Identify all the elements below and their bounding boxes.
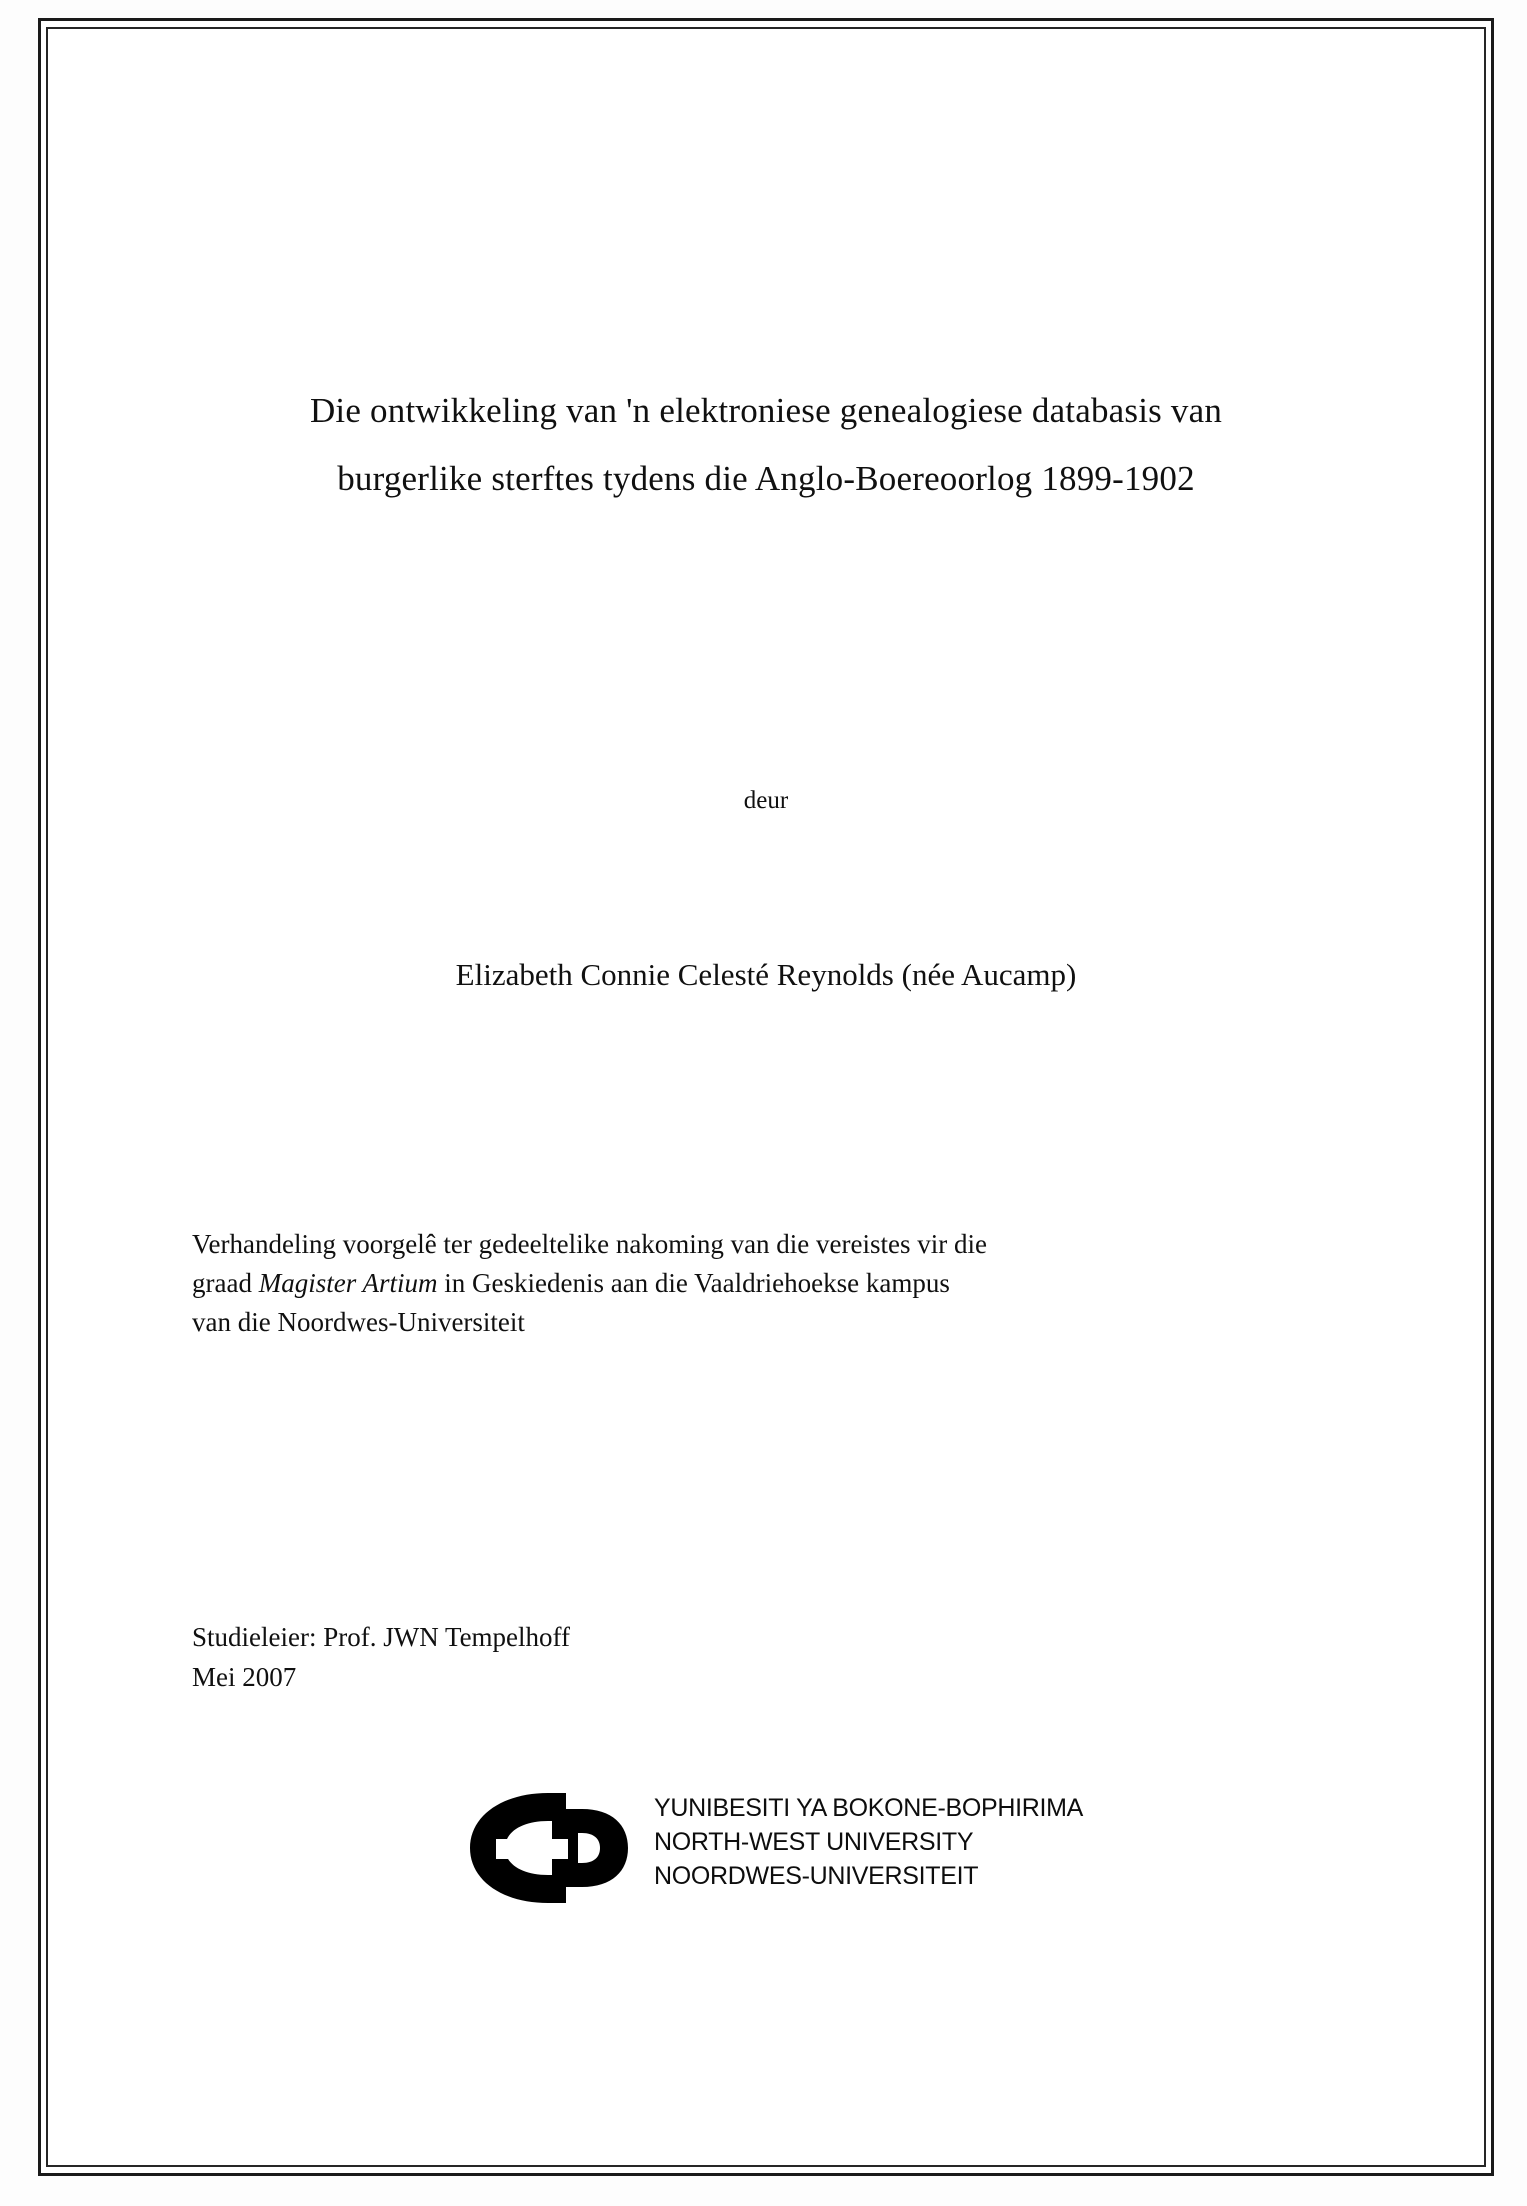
- author-name: Elizabeth Connie Celesté Reynolds (née Aucamp): [455, 957, 1077, 992]
- logo-text-line-3: NOORDWES-UNIVERSITEIT: [654, 1862, 979, 1890]
- author-by-label: deur: [743, 787, 789, 814]
- title-line-2: burgerlike sterftes tydens die Anglo-Boereoorlog 1899-1902: [337, 459, 1195, 498]
- degree-statement-line-1: Verhandeling voorgelê ter gedeeltelike nakoming van die vereistes vir die: [192, 1229, 987, 1259]
- title-line-1: Die ontwikkeling van 'n elektroniese genealogiese databasis van: [309, 391, 1223, 430]
- supervisor-block: [192, 1617, 1092, 1697]
- date-line: Mei 2007: [192, 1662, 297, 1692]
- degree-name-italic: Magister Artium: [258, 1268, 438, 1298]
- university-logo-block: [456, 1787, 1156, 1917]
- logo-text-line-1: YUNIBESITI YA BOKONE-BOPHIRIMA: [654, 1794, 1084, 1822]
- north-west-university-logo-icon: [456, 1787, 646, 1909]
- logo-text-line-2: NORTH-WEST UNIVERSITY: [654, 1828, 974, 1856]
- title-page-content: [186, 27, 1346, 2167]
- degree-statement-line-3: van die Noordwes-Universiteit: [192, 1307, 525, 1337]
- degree-statement: [192, 1225, 1340, 1342]
- supervisor-line: Studieleier: Prof. JWN Tempelhoff: [192, 1622, 571, 1652]
- page-title: [186, 377, 1346, 513]
- degree-statement-line-2-prefix: graad: [192, 1268, 259, 1298]
- degree-statement-line-2: [192, 1264, 1340, 1303]
- university-logo-text: [654, 1791, 1083, 1893]
- degree-statement-line-2-suffix: in Geskiedenis aan die Vaaldriehoekse kampus: [437, 1268, 950, 1298]
